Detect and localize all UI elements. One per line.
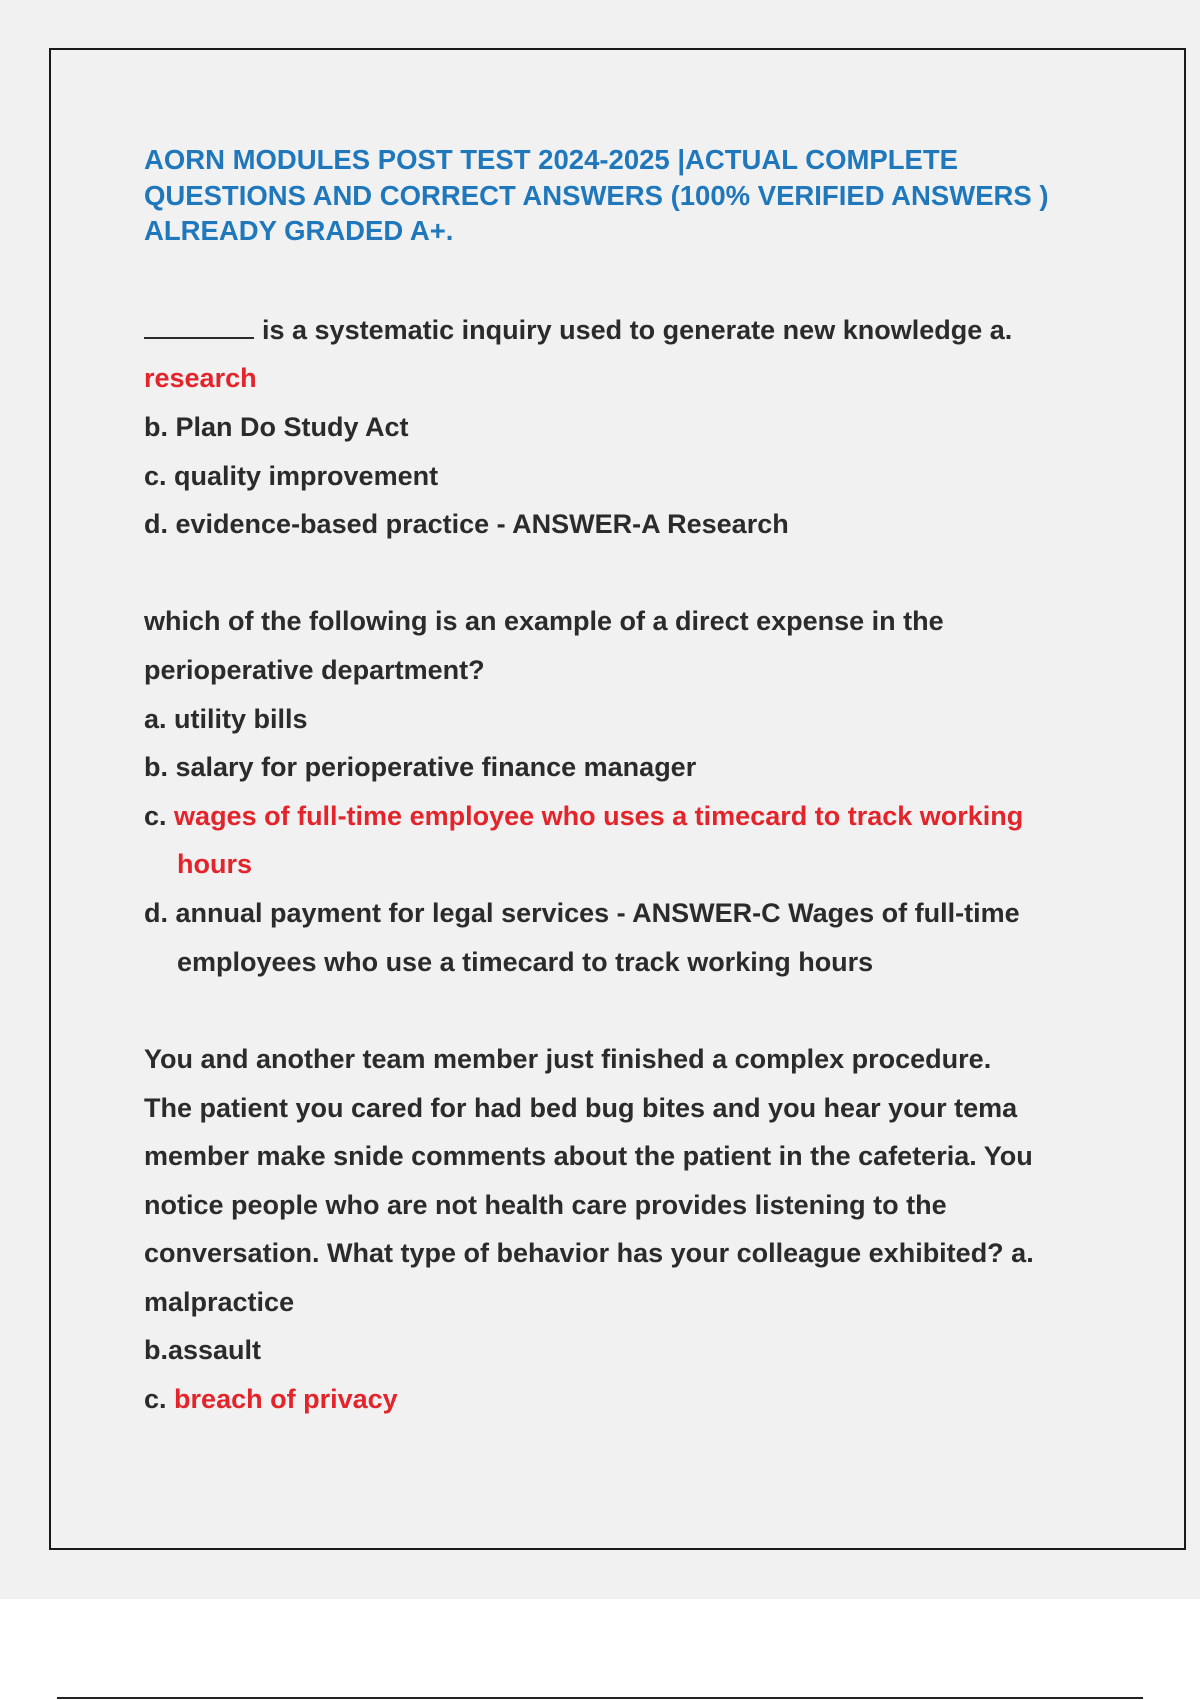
q2-option-c-answer: wages of full-time employee who uses a timecard to track working [174, 801, 1024, 831]
q2-option-d: d. annual payment for legal services - ANSWER-C Wages of full-time [144, 898, 1020, 928]
q2-option-c-prefix: c. [144, 801, 167, 831]
q3-stem-line-5: conversation. What type of behavior has your colleague exhibited? a. [144, 1238, 1034, 1268]
fill-in-blank [144, 315, 254, 339]
document-title [144, 142, 1084, 249]
q2-stem-line-2: perioperative department? [144, 655, 485, 685]
q1-option-a-answer: research [144, 363, 257, 393]
title-line-2: QUESTIONS AND CORRECT ANSWERS (100% VERIFIED ANSWERS ) [144, 179, 1049, 211]
q2-option-d-cont: employees who use a timecard to track working hours [177, 947, 874, 977]
q3-stem-line-1: You and another team member just finished a complex procedure. [144, 1044, 992, 1074]
q2-option-b: b. salary for perioperative finance manager [144, 752, 697, 782]
q1-option-d: d. evidence-based practice - ANSWER-A Research [144, 509, 789, 539]
q3-option-c-prefix: c. [144, 1384, 167, 1414]
footer-divider [57, 1697, 1143, 1699]
q2-stem-line-1: which of the following is an example of a direct expense in the [144, 606, 944, 636]
q3-option-c-answer: breach of privacy [174, 1384, 398, 1414]
q3-option-c [144, 1381, 398, 1417]
q1-option-b: b. Plan Do Study Act [144, 412, 409, 442]
q3-stem-line-6: malpractice [144, 1287, 295, 1317]
title-line-1: AORN MODULES POST TEST 2024-2025 |ACTUAL COMPLETE [144, 144, 958, 175]
q3-stem-line-3: member make snide comments about the patient in the cafeteria. You [144, 1141, 1033, 1171]
q2-option-a: a. utility bills [144, 704, 308, 734]
q2-option-c [144, 798, 1023, 834]
title-line-3: ALREADY GRADED A+. [144, 215, 454, 246]
q2-option-c-answer-cont: hours [177, 849, 253, 879]
q1-stem: is a systematic inquiry used to generate new knowledge a. [144, 312, 1012, 348]
q3-stem-line-4: notice people who are not health care provides listening to the [144, 1190, 947, 1220]
q3-stem-line-2: The patient you cared for had bed bug bites and you hear your tema [144, 1093, 1018, 1123]
q3-option-b: b.assault [144, 1335, 262, 1365]
q1-option-c: c. quality improvement [144, 461, 439, 491]
